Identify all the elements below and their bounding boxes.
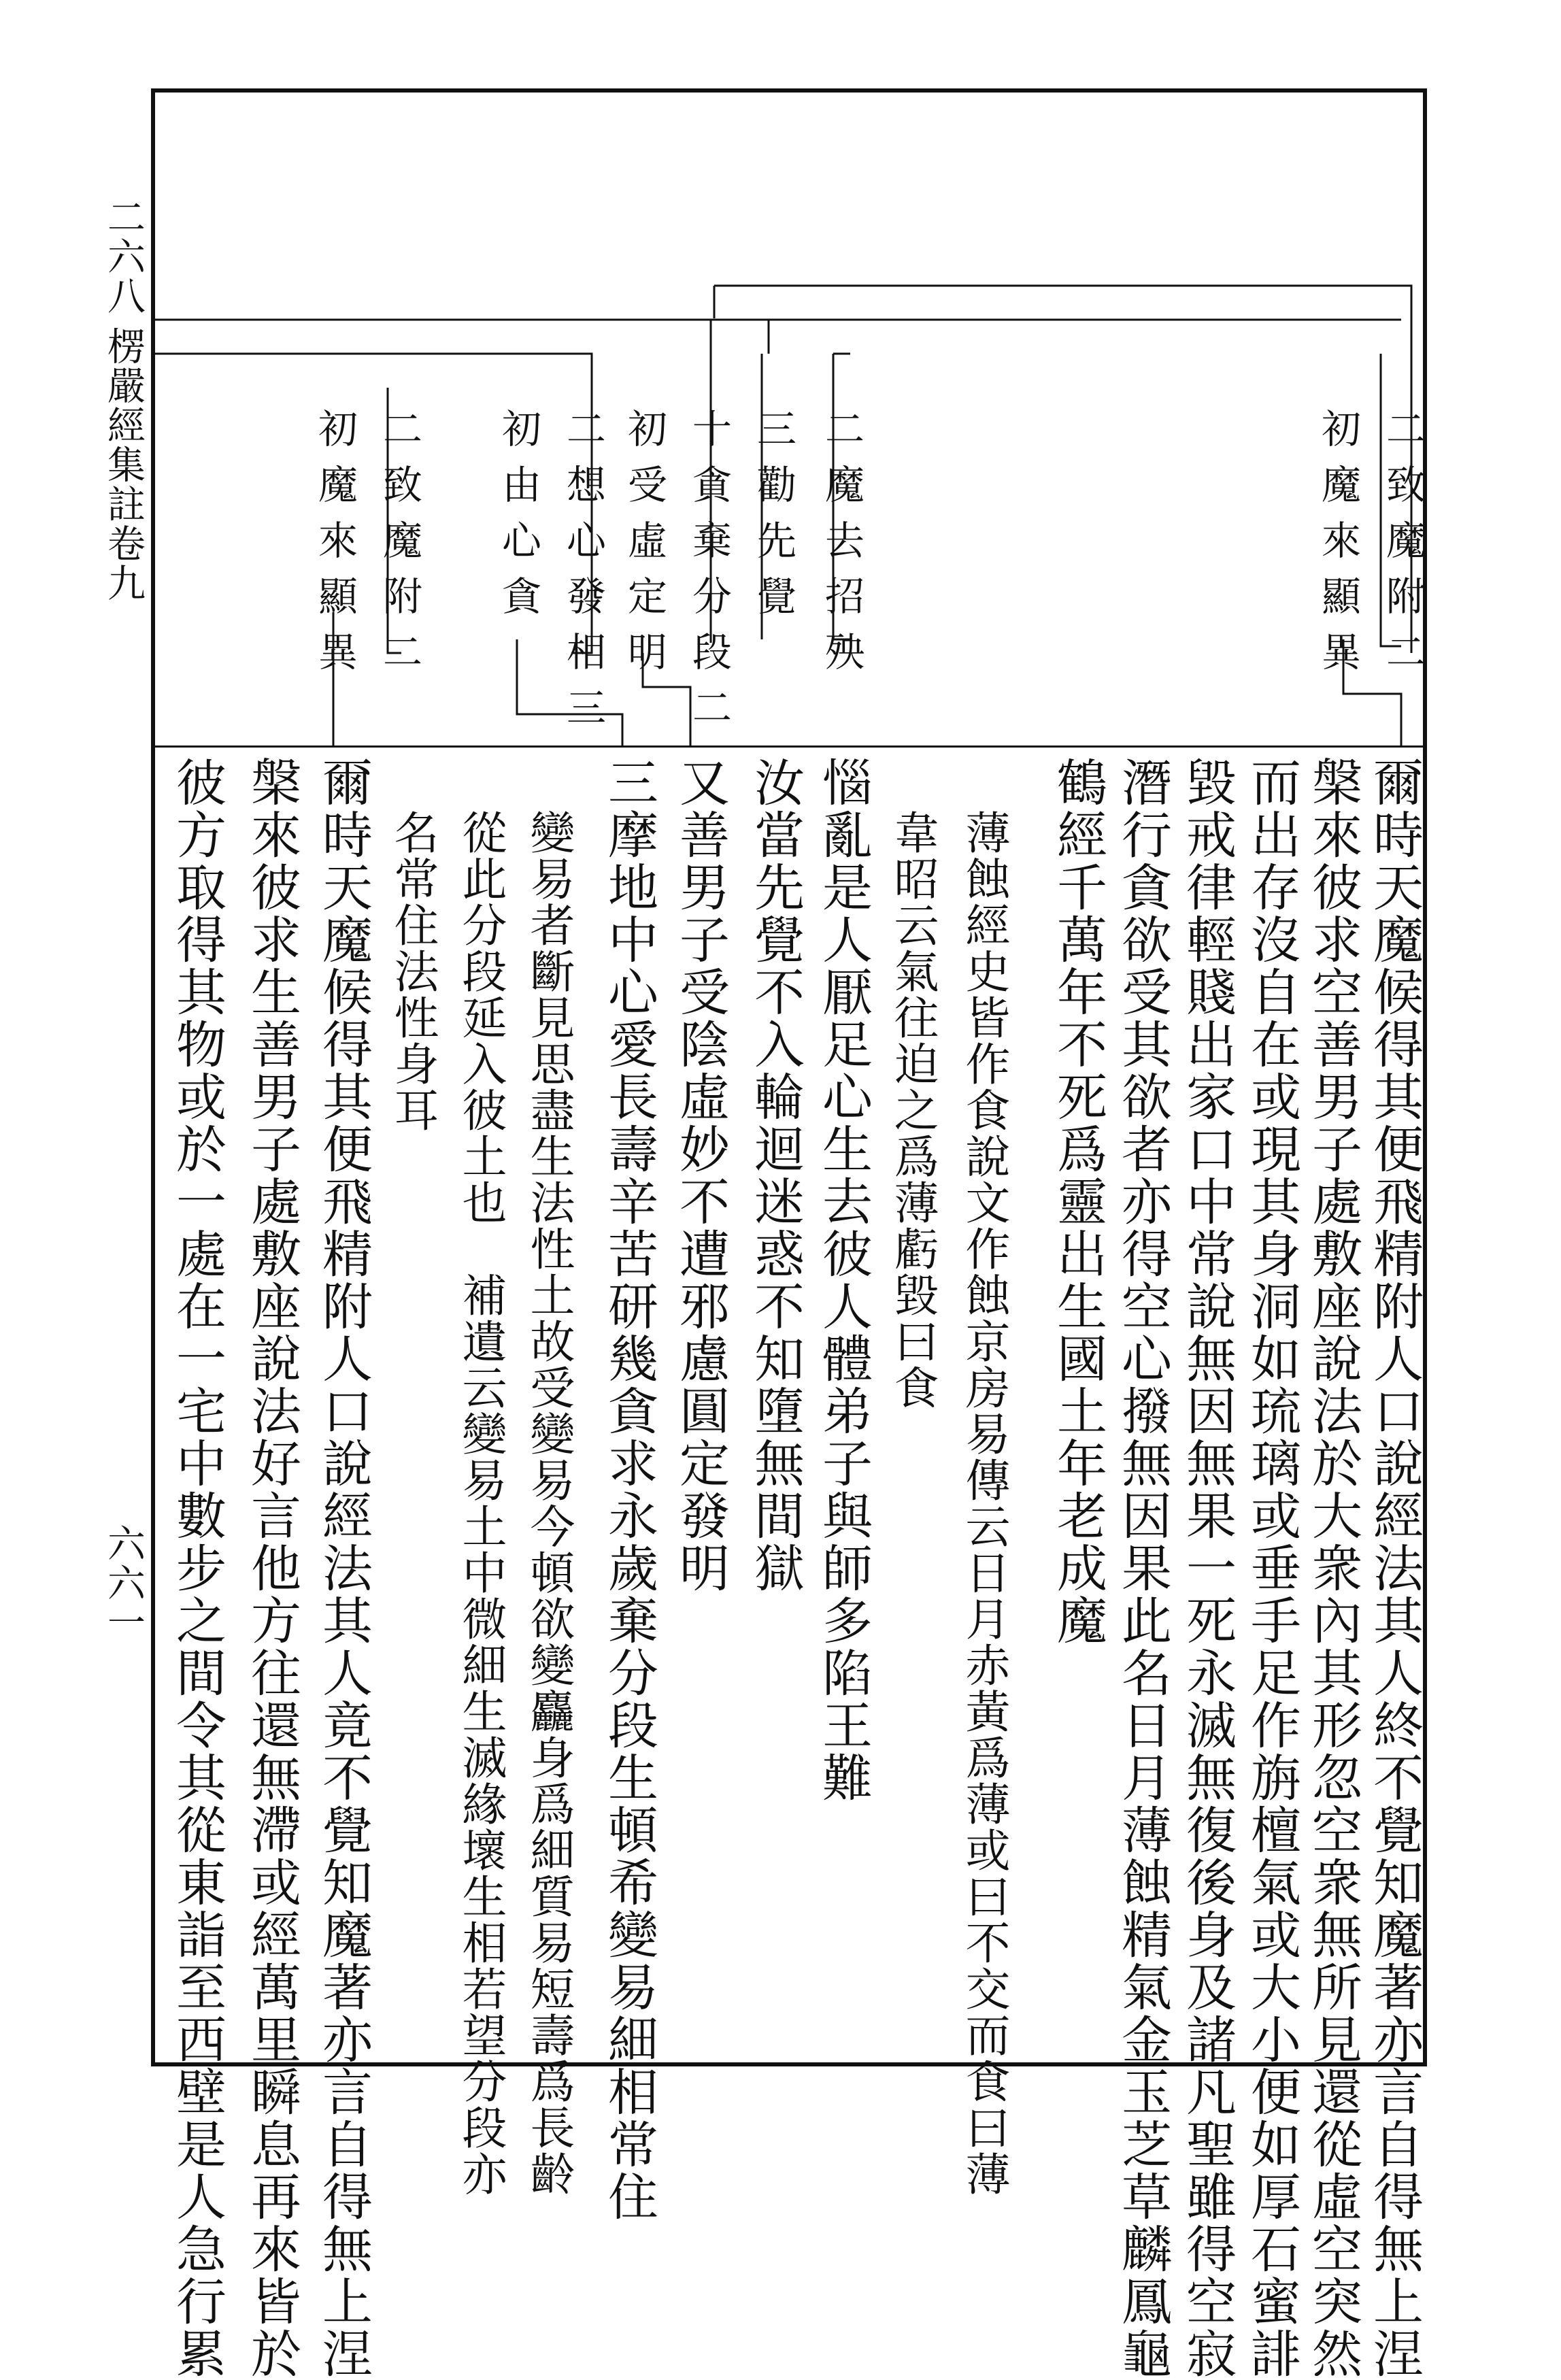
text-column: 潛行貪欲受其欲者亦得空心撥無因果此名日月薄蝕精氣金玉芝草麟鳳龜 (1113, 756, 1172, 2380)
folio-number: 六六一 (101, 1524, 146, 1642)
text-column: 爾時天魔候得其便飛精附人口說經法其人竟不覺知魔著亦言自得無上涅 (314, 756, 373, 2380)
outline-heading: 十貪棄分段二 (686, 408, 732, 743)
book-title: 楞嚴經集註卷九 (101, 326, 146, 603)
outline-heading: 初魔來顯異 (312, 408, 358, 687)
outline-heading: 三勸先覺 (750, 408, 796, 631)
text-column: 惱亂是人厭足心生去彼人體弟子與師多陷王難 (814, 756, 873, 1804)
commentary-column: 名常住法性身耳 (386, 809, 439, 1133)
commentary-column: 變易者斷見思盡生法性土故受變易今頓欲變麤身爲細質易短壽爲長齡 (522, 809, 575, 2197)
text-column: 彼方取得其物或於一處在一宅中數步之間令其從東詣至西壁是人急行累 (168, 756, 226, 2380)
commentary-column: 韋昭云氣往迫之爲薄虧毀曰食 (886, 809, 939, 1411)
frame-divider (155, 745, 1423, 748)
text-column: 汝當先覺不入輪迴迷惑不知墮無間獄 (746, 756, 805, 1594)
text-column: 槃來彼求空善男子處敷座說法於大衆內其形忽空衆無所見還從虛空突然 (1304, 756, 1362, 2380)
outline-heading: 初由心貪 (495, 408, 541, 631)
text-column: 毀戒律輕賤出家口中常說無因無果一死永滅無復後身及諸凡聖雖得空寂 (1178, 756, 1237, 2380)
outline-heading: 初受虛定明 (621, 408, 667, 687)
outline-heading: 二致魔附二 (376, 408, 422, 687)
outline-heading: 二致魔附二 (1379, 408, 1426, 687)
text-column: 而出存沒自在或現其身洞如琉璃或垂手足作旃檀氣或大小便如厚石蜜誹 (1243, 756, 1301, 2380)
text-column: 槃來彼求生善男子處敷座說法好言他方往還無滯或經萬里瞬息再來皆於 (243, 756, 301, 2380)
commentary-column: 薄蝕經史皆作食說文作蝕京房易傳云日月赤黃爲薄或曰不交而食曰薄 (958, 809, 1010, 2197)
commentary-column: 從此分段延入彼土也 補遺云變易土中微細生滅緣壞生相若望分段亦 (454, 809, 507, 2197)
outline-heading: 二想心發相三 (560, 408, 606, 743)
text-column: 又善男子受陰虛妙不遭邪慮圓定發明 (671, 756, 730, 1594)
outline-heading: 初魔來顯異 (1315, 408, 1361, 687)
outline-heading: 二魔去招殃 (818, 408, 865, 687)
text-column: 鶴經千萬年不死爲靈出生國土年老成魔 (1049, 756, 1107, 1647)
text-column: 爾時天魔候得其便飛精附人口說經法其人終不覺知魔著亦言自得無上涅 (1365, 756, 1424, 2380)
text-column: 三摩地中心愛長壽辛苦研幾貪求永歲棄分段生頓希變易細相常住 (600, 756, 658, 2223)
page-label: 二六八 (101, 197, 146, 316)
